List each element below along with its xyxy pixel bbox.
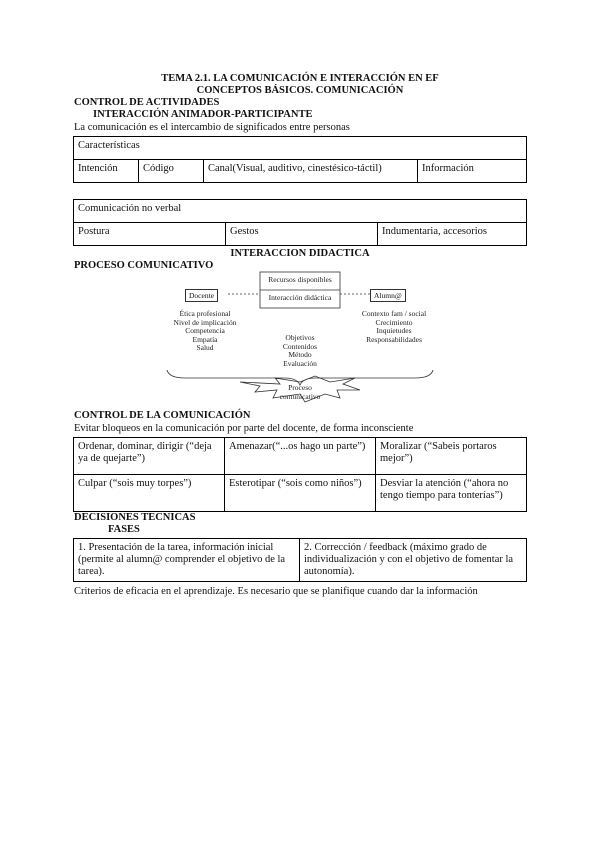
docente-box: Docente xyxy=(185,289,218,302)
list-item: Método xyxy=(288,350,312,359)
list-item: Empatía xyxy=(192,334,218,344)
alumno-box: Alumn@ xyxy=(370,289,406,302)
list-item: Crecimiento xyxy=(375,317,413,327)
recursos-label: Recursos disponibles xyxy=(268,275,332,284)
proceso-line: comunicativo xyxy=(279,391,321,401)
table-cell: Postura xyxy=(74,223,226,246)
footer-paragraph: Criterios de eficacia en el aprendizaje. Es necesario que se planifique cuando dar la información xyxy=(74,586,478,597)
list-item: Competencia xyxy=(185,326,225,335)
list-item: Nivel de implicación xyxy=(173,317,237,327)
table-cell: Desviar la atención (“ahora no tengo tiempo para tonterías”) xyxy=(376,475,527,512)
alumno-list xyxy=(353,310,435,344)
table-cell: 2. Corrección / feedback (máximo grado de individualización y con el objetivo de fomentar la autonomía). xyxy=(300,539,527,582)
table-cell: Canal(Visual, auditivo, cinestésico-táctil) xyxy=(204,160,418,183)
table-header-cell: Comunicación no verbal xyxy=(74,200,527,223)
proceso-line: Proceso xyxy=(288,383,312,392)
table-cell: Ordenar, dominar, dirigir (“deja ya de quejarte”) xyxy=(74,438,225,475)
list-item: Contenidos xyxy=(282,341,318,351)
bloqueos-table xyxy=(73,437,527,512)
table-header-cell: Características xyxy=(74,137,527,160)
list-item: Ética profesional xyxy=(179,309,231,318)
interaccion-label: Interacción didáctica xyxy=(268,293,332,302)
subheading-fases: FASES xyxy=(108,524,140,535)
table-cell: Moralizar (“Sabeis portaros mejor”) xyxy=(376,438,527,475)
subheading-interaccion: INTERACCIÓN ANIMADOR-PARTICIPANTE xyxy=(93,109,313,120)
table-cell: Amenazar(“...os hago un parte”) xyxy=(225,438,376,475)
list-item: Responsabilidades xyxy=(366,334,422,344)
centro-list xyxy=(265,334,335,368)
section-heading-decisiones: DECISIONES TECNICAS xyxy=(74,512,196,523)
table-cell: Gestos xyxy=(226,223,378,246)
table-cell: Intención xyxy=(74,160,139,183)
section-heading-interaccion-didactica: INTERACCION DIDACTICA xyxy=(230,248,370,259)
control-comunicacion-text: Evitar bloqueos en la comunicación por parte del docente, de forma inconsciente xyxy=(74,423,414,434)
table-cell: Esterotipar (“sois como niños”) xyxy=(225,475,376,512)
fases-table xyxy=(73,538,527,582)
table-cell: Código xyxy=(139,160,204,183)
intro-paragraph: La comunicación es el intercambio de significados entre personas xyxy=(74,122,350,133)
subheading-proceso-comunicativo: PROCESO COMUNICATIVO xyxy=(74,260,214,271)
caracteristicas-table xyxy=(73,136,527,183)
communication-process-diagram xyxy=(165,270,435,405)
document-title: TEMA 2.1. LA COMUNICACIÓN E INTERACCIÓN EN EF xyxy=(161,73,439,84)
table-cell: Información xyxy=(418,160,527,183)
section-heading-control-comunicacion: CONTROL DE LA COMUNICACIÓN xyxy=(74,410,251,421)
section-heading-control-actividades: CONTROL DE ACTIVIDADES xyxy=(74,97,220,108)
proceso-label xyxy=(265,384,335,401)
list-item: Objetivos xyxy=(285,333,315,342)
table-cell: Indumentaria, accesorios xyxy=(378,223,527,246)
table-cell: 1. Presentación de la tarea, información inicial (permite al alumn@ comprender el objetivo de la tarea). xyxy=(74,539,300,582)
docente-list xyxy=(165,310,245,353)
document-subtitle: CONCEPTOS BÁSICOS. COMUNICACIÓN xyxy=(196,85,404,96)
comunicacion-no-verbal-table xyxy=(73,199,527,246)
list-item: Inquietudes xyxy=(376,326,412,335)
list-item: Salud xyxy=(196,343,214,352)
list-item: Evaluación xyxy=(283,358,317,368)
list-item: Contexto fam / social xyxy=(361,309,427,318)
table-cell: Culpar (“sois muy torpes”) xyxy=(74,475,225,512)
